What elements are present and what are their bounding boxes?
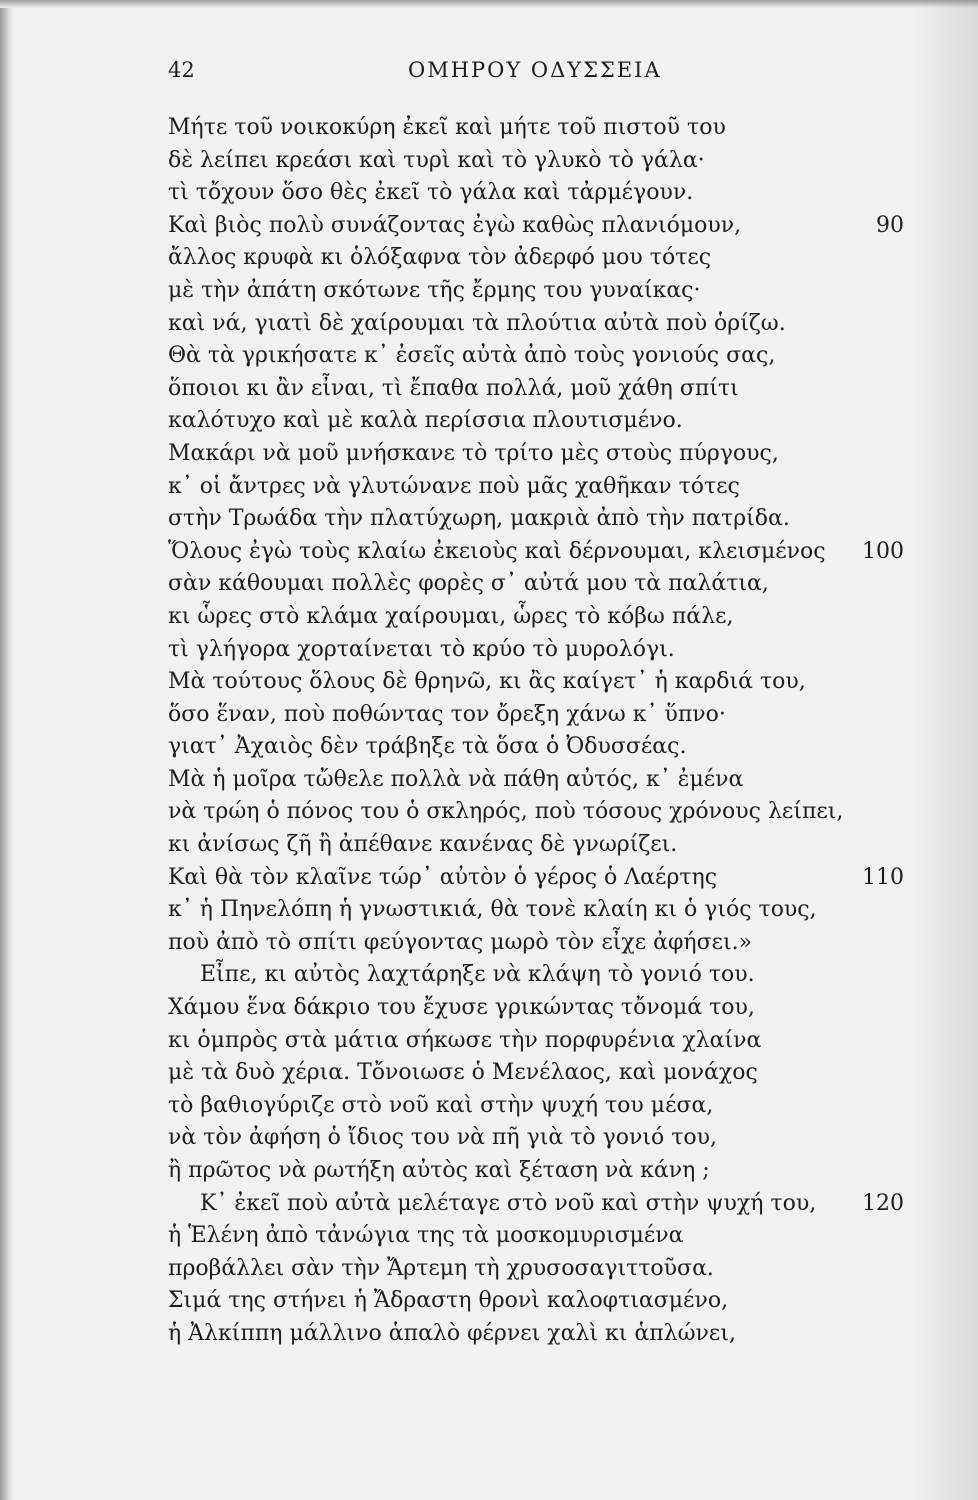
verse-line <box>168 340 908 373</box>
verse-line-text: γιατ᾽ Ἀχαιὸς δὲν τράβηξε τὰ ὅσα ὁ Ὀδυσσέας. <box>168 734 687 760</box>
verse-line-text: Κ᾽ ἐκεῖ ποὺ αὐτὰ μελέταγε στὸ νοῦ καὶ στὴν ψυχή του, <box>200 1190 817 1216</box>
verse-line-text: κι ἀνίσως ζῆ ἢ ἀπέθανε κανένας δὲ γνωρίζει. <box>168 832 678 858</box>
verse-line-text: ὅσο ἕναν, ποὺ ποθώντας τον ὄρεξη χάνω κ᾽ ὕπνο· <box>168 701 726 727</box>
verse-line-text: κι ὁμπρὸς στὰ μάτια σήκωσε τὴν πορφυρένια χλαίνα <box>168 1027 762 1053</box>
verse-line <box>168 1122 908 1155</box>
verse-line-text: προβάλλει σὰν τὴν Ἄρτεμη τὴ χρυσοσαγιττοῦσα. <box>168 1255 714 1281</box>
line-number: 90 <box>876 212 904 238</box>
verse-line <box>168 210 908 243</box>
line-number: 110 <box>862 864 904 890</box>
verse-line-text: τὸ βαθιογύριζε στὸ νοῦ καὶ στὴν ψυχή του μέσα, <box>168 1092 714 1118</box>
verse-line-text: ἡ Ἑλένη ἀπὸ τἀνώγια της τὰ μοσκομυρισμένα <box>168 1223 684 1249</box>
verse-line <box>168 699 908 732</box>
verse-line-text: κ᾽ ἡ Πηνελόπη ἡ γνωστικιά, θὰ τονὲ κλαίη κι ὁ γιός τους, <box>168 897 817 923</box>
verse-line-text: Εἶπε, κι αὐτὸς λαχτάρηξε νὰ κλάψη τὸ γονιό του. <box>200 962 755 988</box>
verse-line-text: καλότυχο καὶ μὲ καλὰ περίσσια πλουτισμένο. <box>168 408 683 434</box>
verse-line <box>168 894 908 927</box>
verse-line-text: ἄλλος κρυφὰ κι ὁλόξαφνα τὸν ἀδερφό μου τότες <box>168 245 712 271</box>
verse-line <box>168 601 908 634</box>
verse-line <box>168 1220 908 1253</box>
verse-line-text: δὲ λείπει κρεάσι καὶ τυρὶ καὶ τὸ γλυκὸ τὸ γάλα· <box>168 147 705 173</box>
verse-line-text: Καὶ βιὸς πολὺ συνάζοντας ἐγὼ καθὼς πλανιόμουν, <box>168 212 742 238</box>
verse-line <box>168 731 908 764</box>
verse-line <box>168 1318 908 1351</box>
verse-line <box>168 503 908 536</box>
verse-line <box>168 568 908 601</box>
verse-line-text: νὰ τὸν ἀφήση ὁ ἴδιος του νὰ πῆ γιὰ τὸ γονιό του, <box>168 1125 718 1151</box>
page-top-edge <box>0 0 978 8</box>
verse-line <box>168 992 908 1025</box>
page-binding-edge <box>0 0 14 1500</box>
verse-line <box>168 471 908 504</box>
page-header <box>168 58 908 88</box>
verse-line-text: σὰν κάθουμαι πολλὲς φορὲς σ᾽ αὐτά μου τὰ παλάτια, <box>168 571 769 597</box>
verse-line <box>168 308 908 341</box>
verse-line <box>168 796 908 829</box>
verse-line-text: κ᾽ οἱ ἄντρες νὰ γλυτώνανε ποὺ μᾶς χαθῆκαν τότες <box>168 473 740 499</box>
verse-line <box>168 1253 908 1286</box>
verse-line-text: ἡ Ἀλκίππη μάλλινο ἁπαλὸ φέρνει χαλὶ κι ἁπλώνει, <box>168 1320 736 1346</box>
verse-line <box>168 405 908 438</box>
verse-line-text: Μακάρι νὰ μοῦ μνήσκανε τὸ τρίτο μὲς στοὺς πύργους, <box>168 440 779 466</box>
verse-line-text: κι ὧρες στὸ κλάμα χαίρουμαι, ὧρες τὸ κόβω πάλε, <box>168 603 734 629</box>
verse-line-text: Χάμου ἕνα δάκριο του ἔχυσε γρικώντας τὄνομά του, <box>168 995 755 1021</box>
verse-line <box>168 1285 908 1318</box>
verse-line <box>168 177 908 210</box>
verse-line-text: στὴν Τρωάδα τὴν πλατύχωρη, μακριὰ ἀπὸ τὴν πατρίδα. <box>168 506 790 532</box>
verse-line <box>168 862 908 895</box>
poem-text <box>168 112 908 1351</box>
verse-line-text: νὰ τρώη ὁ πόνος του ὁ σκληρός, ποὺ τόσους χρόνους λείπει, <box>168 799 844 825</box>
verse-line-text: τὶ γλήγορα χορταίνεται τὸ κρύο τὸ μυρολόγι. <box>168 636 675 662</box>
verse-line <box>168 829 908 862</box>
verse-line <box>168 1025 908 1058</box>
verse-line-text: ποὺ ἀπὸ τὸ σπίτι φεύγοντας μωρὸ τὸν εἶχε ἀφήσει.» <box>168 929 753 955</box>
verse-line <box>168 666 908 699</box>
verse-line-text: Θὰ τὰ γρικήσατε κ᾽ ἐσεῖς αὐτὰ ἀπὸ τοὺς γονιούς σας, <box>168 343 776 369</box>
line-number: 100 <box>862 538 904 564</box>
running-title: ΟΜΗΡΟΥ ΟΔΥΣΣΕΙΑ <box>408 58 662 82</box>
verse-line-text: Μήτε τοῦ νοικοκύρη ἐκεῖ καὶ μήτε τοῦ πιστοῦ του <box>168 115 726 140</box>
verse-line-text: καὶ νά, γιατὶ δὲ χαίρουμαι τὰ πλούτια αὐτὰ ποὺ ὁρίζω. <box>168 310 786 336</box>
verse-line-text: Μὰ ἡ μοῖρα τὤθελε πολλὰ νὰ πάθη αὐτός, κ᾽ ἐμένα <box>168 766 744 792</box>
verse-line <box>168 1155 908 1188</box>
verse-line <box>168 1090 908 1123</box>
verse-line <box>168 634 908 667</box>
verse-line <box>168 927 908 960</box>
verse-line-text: μὲ τὴν ἀπάτη σκότωνε τῆς ἔρμης του γυναίκας· <box>168 277 701 303</box>
verse-line <box>168 438 908 471</box>
verse-line-text: Μὰ τούτους ὅλους δὲ θρηνῶ, κι ἂς καίγετ᾽ ἡ καρδιά του, <box>168 669 806 695</box>
verse-line <box>168 112 908 145</box>
verse-line <box>168 275 908 308</box>
verse-line-text: μὲ τὰ δυὸ χέρια. Τὄνοιωσε ὁ Μενέλαος, καὶ μονάχος <box>168 1060 758 1086</box>
verse-line-text: ἢ πρῶτος νὰ ρωτήξη αὐτὸς καὶ ξέταση νὰ κάνη ; <box>168 1158 710 1183</box>
verse-line-text: Σιμά της στήνει ἡ Ἄδραστη θρονὶ καλοφτιασμένο, <box>168 1288 729 1314</box>
page-number: 42 <box>168 58 195 82</box>
verse-line <box>168 1057 908 1090</box>
verse-line-text: Καὶ θὰ τὸν κλαῖνε τώρ᾽ αὐτὸν ὁ γέρος ὁ Λαέρτης <box>168 864 718 890</box>
verse-line-text: ὅποιοι κι ἂν εἶναι, τὶ ἔπαθα πολλά, μοῦ χάθη σπίτι <box>168 375 739 401</box>
verse-line <box>168 536 908 569</box>
verse-line <box>168 764 908 797</box>
verse-line-text: Ὅλους ἐγὼ τοὺς κλαίω ἐκειοὺς καὶ δέρνουμαι, κλεισμένος <box>168 538 826 564</box>
verse-line <box>168 959 908 992</box>
verse-line-text: τὶ τὄχουν ὅσο θὲς ἐκεῖ τὸ γάλα καὶ τἀρμέγουν. <box>168 180 694 206</box>
verse-line <box>168 1188 908 1221</box>
verse-line <box>168 373 908 406</box>
line-number: 120 <box>862 1190 904 1216</box>
page-right-shadow <box>908 0 978 1500</box>
verse-line <box>168 145 908 178</box>
verse-line <box>168 242 908 275</box>
